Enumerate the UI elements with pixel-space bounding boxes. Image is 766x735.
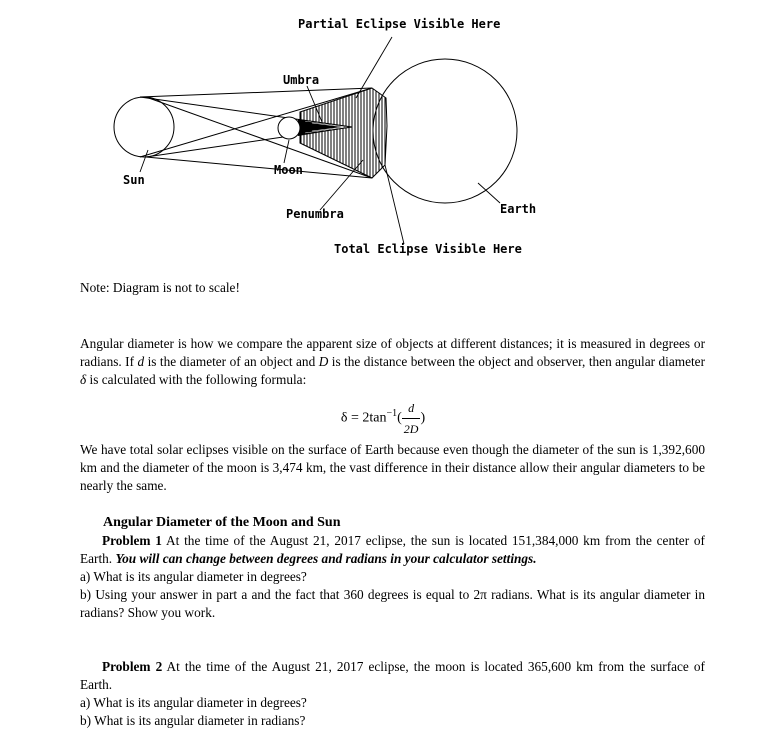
label-sun: Sun [123,173,145,187]
label-partial-eclipse: Partial Eclipse Visible Here [298,17,501,31]
angular-diameter-formula: $\delta = 2\tan^{-1}$( $\frac{d}{2D}$ ) [0,398,766,439]
moon-circle [278,117,300,139]
problem-1-part-b: b) Using your answer in part a and the fact that 360 degrees is equal to 2π radians. What is its angular diameter in radians? Show you work. [80,587,705,620]
section-title: Angular Diameter of the Moon and Sun [103,515,341,530]
eclipse-diagram [0,0,766,270]
label-total-eclipse: Total Eclipse Visible Here [334,242,522,256]
label-umbra: Umbra [283,73,320,87]
problem-1: Problem 1 At the time of the August 21, 2017 eclipse, the sun is located 151,384,000 km from the center of Earth. You will can change between degrees and radians in your calculator settings. a) What is its angular diameter in degrees? b) Using your answer in part a and the fact that 360 degrees is equal to 2π radians. What is its angular diameter in radians? Show you work. [80,533,705,620]
label-earth: Earth [500,202,537,216]
problem-2-part-a: a) What is its angular diameter in degrees? [80,695,307,710]
problem-2: Problem 2 At the time of the August 21, 2017 eclipse, the moon is located 365,600 km from the surface of Earth. a) What is its angular diameter in degrees? b) What is its angular diameter in radians? [80,659,705,728]
problem-1-part-a: a) What is its angular diameter in degrees? [80,569,307,584]
eclipse-paragraph: We have total solar eclipses visible on the surface of Earth because even though the diameter of the sun is 1,392,600 km and the diameter of the moon is 3,474 km, the vast difference in their distance allow their angular diameters to be nearly the same. [80,442,705,493]
label-penumbra: Penumbra [286,207,344,221]
earth-circle [373,59,517,203]
diagram-note: Note: Diagram is not to scale! [80,280,240,295]
intro-paragraph: Angular diameter is how we compare the apparent size of objects at different distances; it is measured in degrees or radians. If d is the diameter of an object and D is the distance between the object and observer, then angular diameter δ is calculated with the following formula: [80,336,705,387]
sun-circle [114,97,174,157]
label-moon: Moon [274,163,303,177]
problem-2-part-b: b) What is its angular diameter in radians? [80,713,306,728]
